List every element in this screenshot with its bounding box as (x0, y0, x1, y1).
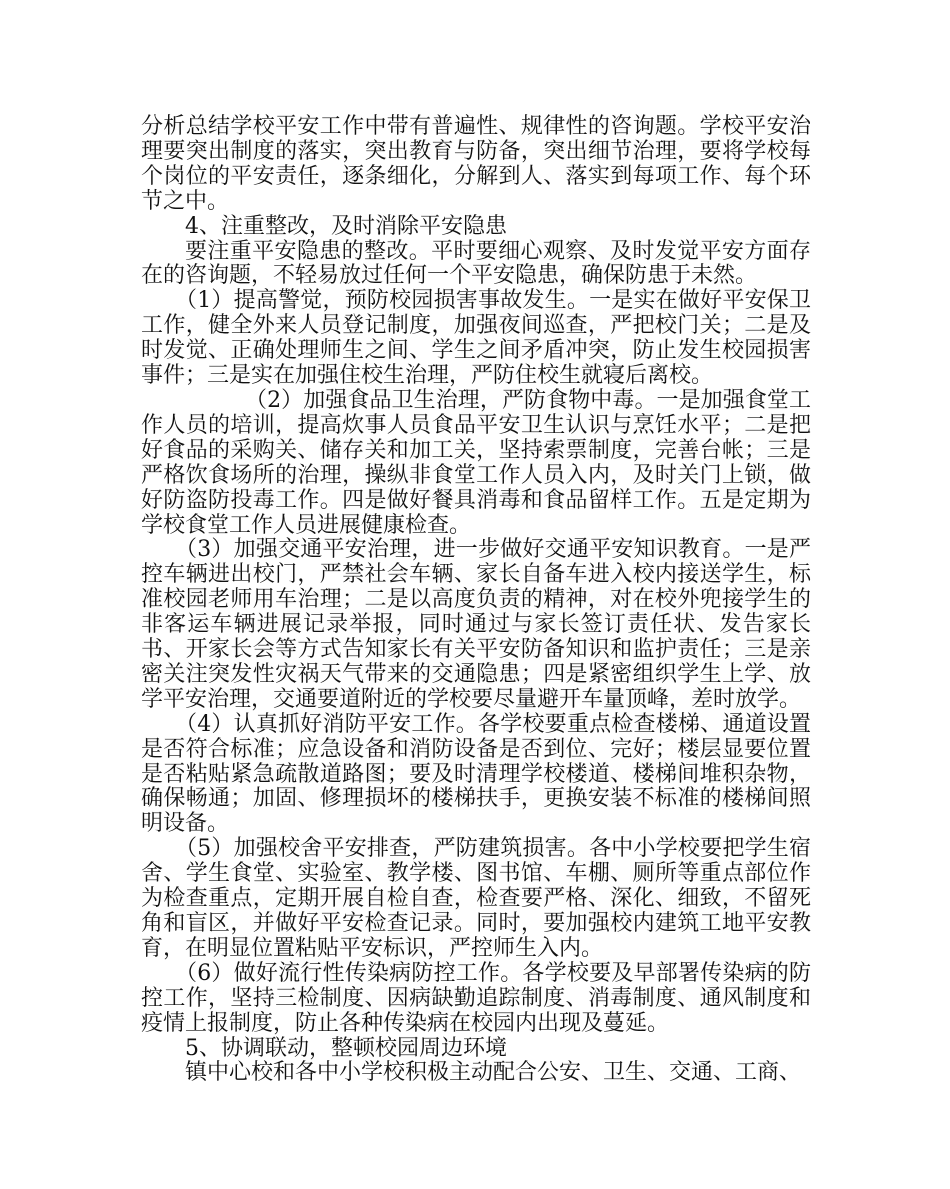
item-1-campus-injury: （1）提高警觉，预防校园损害事故发生。一是实在做好平安保卫工作，健全外来人员登记制度，加强夜间巡查，严把校门关；二是及时发觉、正确处理师生之间、学生之间矛盾冲突，防止发生校园损害事件；三是实在加强住校生治理，严防住校生就寝后离校。 (141, 288, 811, 389)
item-5-building-inspection: （5）加强校舍平安排查，严防建筑损害。各中小学校要把学生宿舍、学生食堂、实验室、教学楼、图书馆、车棚、厕所等重点部位作为检查重点，定期开展自检自查，检查要严格、深化、细致，不留死角和盲区，并做好平安检查记录。同时，要加强校内建筑工地平安教育，在明显位置粘贴平安标识，严控师生入内。 (141, 836, 811, 961)
section-heading-5: 5、协调联动，整顿校园周边环境 (185, 1035, 507, 1061)
paragraph-summary: 分析总结学校平安工作中带有普遍性、规律性的咨询题。学校平安治理要突出制度的落实，突出教育与防备，突出细节治理，要将学校每个岗位的平安责任，逐条细化，分解到人、落实到每项工作、每个环节之中。 (141, 114, 811, 214)
section-heading-4: 4、注重整改，及时消除平安隐患 (185, 213, 507, 239)
item-2-food-hygiene: （2）加强食品卫生治理，严防食物中毒。一是加强食堂工作人员的培训，提高炊事人员食品平安卫生认识与烹饪水平；二是把好食品的采购关、储存关和加工关，坚持索票制度，完善台帐；三是严格饮食场所的治理，操纵非食堂工作人员入内，及时关门上锁，做好防盗防投毒工作。四是做好餐具消毒和食品留样工作。五是定期为学校食堂工作人员进展健康检查。 (141, 387, 811, 538)
document-page (141, 115, 811, 1086)
paragraph-coordination: 镇中心校和各中小学校积极主动配合公安、卫生、交通、工商、 (185, 1060, 802, 1086)
item-6-epidemic-control: （6）做好流行性传染病防控工作。各学校要及早部署传染病的防控工作，坚持三检制度、因病缺勤追踪制度、消毒制度、通风制度和疫情上报制度，防止各种传染病在校园内出现及蔓延。 (141, 960, 811, 1036)
item-3-traffic-safety: （3）加强交通平安治理，进一步做好交通平安知识教育。一是严控车辆进出校门，严禁社会车辆、家长自备车进入校内接送学生，标准校园老师用车治理；二是以高度负责的精神，对在校外兜接学生的非客运车辆进展记录举报，同时通过与家长签订责任状、发告家长书、开家长会等方式告知家长有关平安防备知识和监护责任；三是亲密关注突发性灾祸天气带来的交通隐患；四是紧密组织学生上学、放学平安治理，交通要道附近的学校要尽量避开车量顶峰，差时放学。 (141, 537, 811, 712)
item-4-fire-safety: （4）认真抓好消防平安工作。各学校要重点检查楼梯、通道设置是否符合标准；应急设备和消防设备是否到位、完好；楼层显要位置是否粘贴紧急疏散道路图；要及时清理学校楼道、楼梯间堆积杂物，确保畅通；加固、修理损坏的楼梯扶手，更换安装不标准的楼梯间照明设备。 (141, 711, 811, 837)
paragraph-rectification: 要注重平安隐患的整改。平时要细心观察、及时发觉平安方面存在的咨询题，不轻易放过任何一个平安隐患，确保防患于未然。 (141, 238, 811, 289)
